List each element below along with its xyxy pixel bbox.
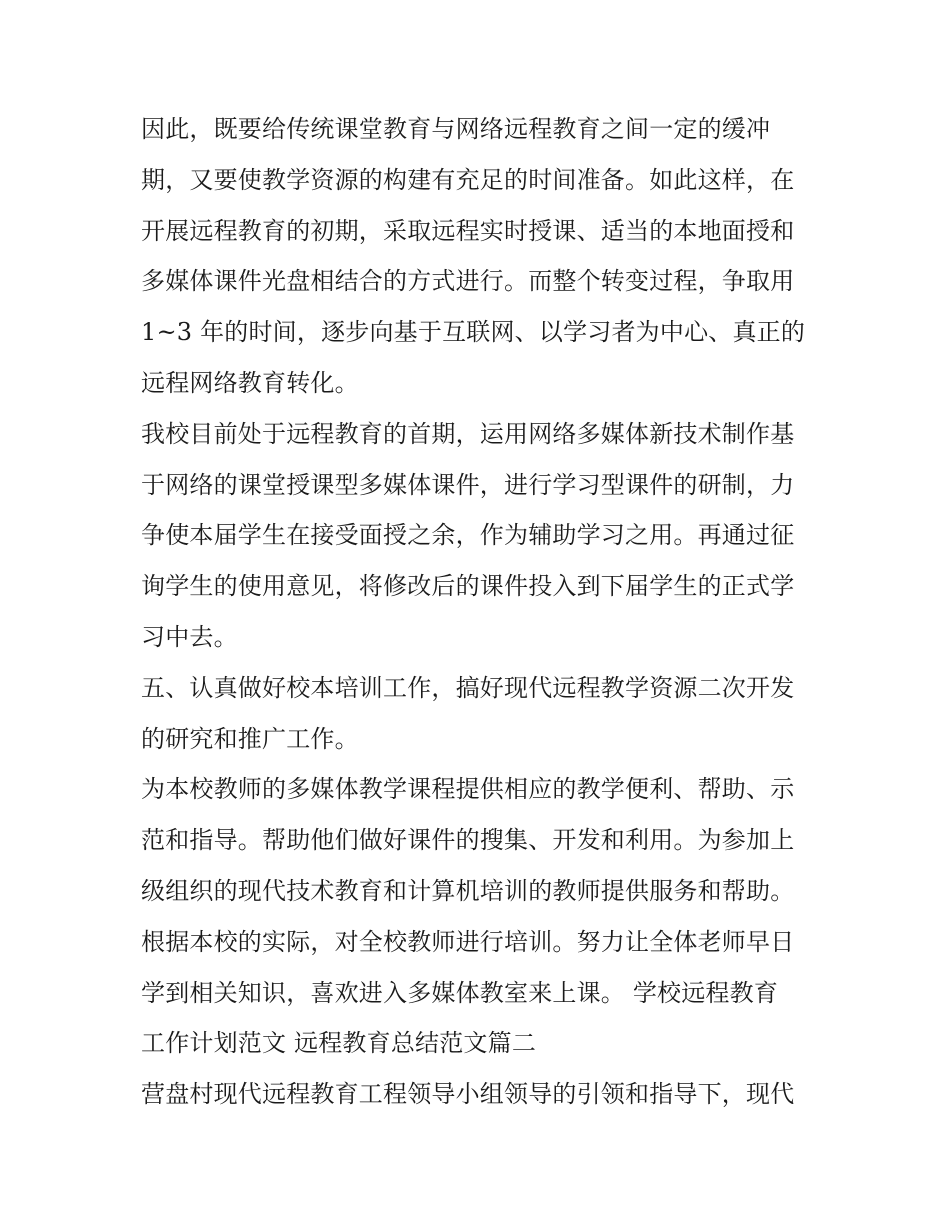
text-line: 多媒体课件光盘相结合的方式进行。而整个转变过程，争取用 [141,267,795,296]
text-line: 根据本校的实际，对全校教师进行培训。努力让全体老师早日 [141,927,795,956]
text-line: 于网络的课堂授课型多媒体课件，进行学习型课件的研制，力 [141,470,795,499]
text-line: 询学生的使用意见，将修改后的课件投入到下届学生的正式学 [141,572,795,601]
document-body [141,104,813,1120]
text-line: 争使本届学生在接受面授之余，作为辅助学习之用。再通过征 [141,521,795,550]
section-heading: 五、认真做好校本培训工作，搞好现代远程教学资源二次开发 [141,673,795,702]
text-line: 开展远程教育的初期，采取远程实时授课、适当的本地面授和 [141,216,795,245]
text-line: 工作计划范文 远程教育总结范文篇二 [141,1029,537,1058]
text-line: 为本校教师的多媒体教学课程提供相应的教学便利、帮助、示 [141,775,795,804]
text-line: 期，又要使教学资源的构建有充足的时间准备。如此这样，在 [141,165,795,194]
text-line: 级组织的现代技术教育和计算机培训的教师提供服务和帮助。 [141,876,795,905]
text-line: 范和指导。帮助他们做好课件的搜集、开发和利用。为参加上 [141,826,795,855]
text-line: 学到相关知识，喜欢进入多媒体教室来上课。 学校远程教育 [141,978,779,1007]
text-line: 1~3 年的时间，逐步向基于互联网、以学习者为中心、真正的 [141,318,806,347]
text-line: 远程网络教育转化。 [141,368,359,397]
text-line: 习中去。 [141,622,238,651]
section-heading-continued: 的研究和推广工作。 [141,724,359,753]
text-line: 我校目前处于远程教育的首期，运用网络多媒体新技术制作基 [141,419,795,448]
text-line: 营盘村现代远程教育工程领导小组领导的引领和指导下，现代 [141,1080,795,1109]
text-line: 因此，既要给传统课堂教育与网络远程教育之间一定的缓冲 [141,115,771,143]
